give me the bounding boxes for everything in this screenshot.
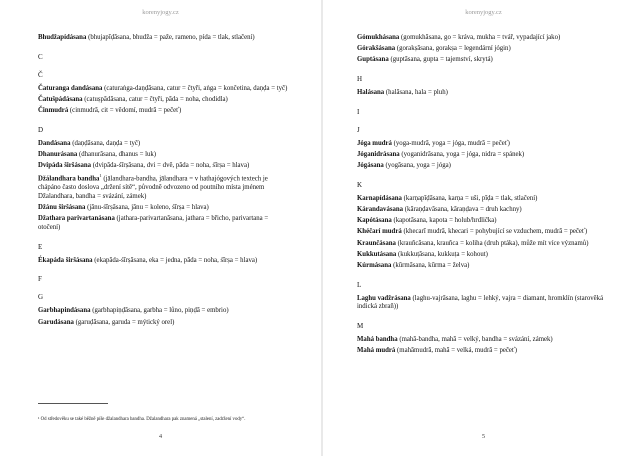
glossary-entry	[357, 336, 618, 345]
entry-description: (yogāsana, yoga = jóga)	[385, 162, 451, 170]
entry-description: (kāraṇḍavāsana, kāraṇḍava = druh kachny)	[404, 206, 522, 213]
glossary-entry	[357, 89, 618, 98]
entry-description: (dvipāda-śīrṣāsana, dvi = dvě, pāda = noha, śīrṣa = hlava)	[92, 162, 250, 170]
entry-term: Dandásana	[38, 139, 71, 147]
entry-term: Górakšásana	[357, 45, 396, 53]
entry-description: (kūrmāsana, kūrma = želva)	[393, 261, 470, 269]
glossary-entry	[357, 162, 618, 171]
entry-term: Dhanurásana	[38, 150, 78, 158]
entry-description: (jānu-śīrṣāsana, jānu = koleno, śīrṣa = hlava)	[87, 204, 209, 212]
entry-term: Halásana	[357, 89, 385, 97]
glossary-entry	[38, 96, 291, 105]
entry-description: (garbhapiṇḍāsana, garbha = lůno, piṇḍā = embrio)	[92, 307, 229, 315]
entry-description: (daṇḍāsana, daṇḍa = tyč)	[72, 139, 141, 147]
glossary-entry	[38, 107, 291, 116]
entry-term: Laghu vadžrásana	[357, 294, 411, 302]
section-letter: D	[38, 125, 44, 134]
entry-term: Džánu širšásana	[38, 204, 86, 212]
entry-term: Ékapáda širšásana	[38, 256, 93, 264]
glossary-entry	[357, 240, 618, 249]
entry-term: Dvipáda širšásana	[38, 162, 92, 170]
right-page	[323, 0, 644, 456]
entry-term: Džathara parivartanásana	[38, 215, 115, 223]
entry-description: (kukkuṭāsana, kukkuṭa = kohout)	[398, 250, 488, 258]
glossary-entry	[38, 215, 291, 232]
entry-description: (jālandhara-bandha, jālandhara = v hathajógových textech je chápáno často doslova „držení sítě“, původně odvozeno od poutního místa jménem Džalandhara, bandha = svázání, zámek)	[38, 175, 268, 200]
entry-term: Bhudžapídásana	[38, 34, 87, 41]
glossary-entry	[357, 140, 618, 149]
glossary-entry	[38, 173, 291, 201]
entry-description: (yoganidrāsana, yoga = jóga, nidra = spánek)	[401, 150, 525, 158]
entry-description: (karṇapīḍāsana, karṇa = uši, pīḍa = tlak, stlačení)	[403, 194, 538, 202]
entry-term: Kúrmásana	[357, 261, 392, 269]
entry-description: (gomukhāsana, go = kráva, mukha = tvář, vypadající jako)	[401, 34, 561, 41]
glossary-entry	[357, 347, 618, 356]
entry-term: Mahá bandha	[357, 336, 398, 343]
entry-term: Karnapídásana	[357, 194, 402, 202]
glossary-entry	[357, 45, 618, 54]
running-head: korenyjogy.cz	[142, 9, 179, 16]
entry-term: Džálandhara bandha	[38, 175, 100, 183]
entry-description: (khecarī mudrā, khecari = pohybující se vzduchem, mudrā = pečeť)	[403, 228, 588, 236]
entry-description: (mahāmudrā, mahā = velká, mudrā = pečeť)	[397, 347, 518, 355]
entry-term: Čatušpádásana	[38, 95, 83, 103]
entry-term: Kraunčásana	[357, 239, 396, 247]
section-letter: F	[38, 275, 42, 284]
section-letter: J	[357, 125, 360, 134]
page-content	[357, 34, 618, 356]
section-letter: L	[357, 280, 362, 289]
entry-term: Čaturanga dandásana	[38, 84, 103, 92]
glossary-entry	[357, 262, 618, 271]
entry-description: (yoga-mudrā, yoga = jóga, mudrā = pečeť)	[393, 139, 510, 147]
glossary-entry	[38, 204, 291, 213]
entry-description: (mahā-bandha, mahā = velký, bandha = svázání, zámek)	[399, 336, 553, 343]
page-number: 4	[158, 433, 163, 440]
section-letter: M	[357, 322, 364, 330]
glossary-entry	[357, 151, 618, 160]
footnote-divider	[38, 403, 108, 404]
entry-description: (garuḍāsana, garuda = mýtický orel)	[75, 318, 175, 326]
entry-description: (caturaṅga-daṇḍāsana, catur = čtyři, aṅga = končetina, daṇḍa = tyč)	[104, 84, 288, 92]
entry-description: (ekapāda-śīrṣāsana, eka = jedna, pāda = noha, śīrṣa = hlava)	[94, 256, 258, 264]
section-letter: I	[357, 107, 360, 116]
footnote: ¹ Od středověku se také běžně píše džalandhara bandha. Džalandhara pak znamená „stalení, zadržení vody“.	[38, 416, 246, 422]
glossary-entry	[38, 140, 291, 149]
entry-term: Jóganidrásana	[357, 150, 400, 158]
glossary-entry	[357, 228, 618, 237]
glossary-entry	[357, 295, 618, 312]
section-letter: K	[357, 180, 363, 189]
glossary-entry	[357, 217, 618, 226]
entry-description: (catuṣpādāsana, catur = čtyři, pāda = noha, chodidla)	[84, 95, 228, 103]
entry-term: Garudásana	[38, 318, 74, 326]
entry-term: Kárandavásana	[357, 206, 404, 213]
glossary-entry	[38, 34, 291, 43]
entry-term: Kapótásana	[357, 217, 392, 225]
running-head: korenyjogy.cz	[465, 9, 502, 16]
glossary-entry	[357, 195, 618, 204]
glossary-entry	[38, 162, 291, 171]
glossary-entry	[357, 251, 618, 260]
glossary-entry	[357, 206, 618, 215]
entry-term: Kukkutásana	[357, 250, 397, 258]
entry-description: (laghu-vajrāsana, laghu = lehký, vajra = diamant, hromklín (starověká indická zbraň))	[357, 294, 604, 311]
entry-description: (dhanurāsana, dhanus = luk)	[79, 150, 157, 158]
entry-term: Guptásana	[357, 56, 389, 64]
section-letter: C	[38, 52, 43, 61]
entry-term: Činmudrá	[38, 107, 69, 115]
entry-description: (kapotāsana, kapota = holub/hrdlička)	[393, 217, 497, 225]
entry-term: Jóga mudrá	[357, 139, 392, 147]
left-page	[0, 0, 321, 456]
section-letter: Č	[38, 70, 43, 79]
entry-term: Mahá mudrá	[357, 347, 396, 355]
glossary-entry	[38, 319, 291, 328]
entry-term: Khéčarí mudrá	[357, 228, 402, 236]
entry-description: (jathara-parivartanāsana, jathara = břicho, parivartana = otočení)	[38, 215, 269, 232]
page-content	[38, 34, 291, 327]
glossary-entry	[38, 85, 291, 94]
section-letter: H	[357, 75, 363, 84]
entry-description: (halāsana, hala = pluh)	[385, 89, 448, 97]
section-letter: E	[38, 242, 43, 251]
glossary-entry	[38, 151, 291, 160]
glossary-entry	[38, 307, 291, 316]
page-number: 5	[481, 433, 486, 440]
entry-term: Gómukhásana	[357, 34, 400, 41]
footnote-marker: 1	[99, 173, 102, 179]
entry-term: Jógásana	[357, 162, 384, 170]
entry-description: (cinmudrā, cit = vědomí, mudrā = pečeť)	[69, 107, 182, 115]
entry-description: (bhujapīḍāsana, bhudža = paže, rameno, pída = tlak, stlačení)	[88, 34, 255, 41]
entry-term: Garbhapindásana	[38, 307, 91, 315]
entry-description: (krauñcāsana, krauñca = koliha (druh ptáka), může mít více významů)	[397, 239, 589, 247]
entry-description: (guptāsana, gupta = tajemství, skrytá)	[390, 56, 493, 64]
section-letter: G	[38, 293, 44, 302]
entry-description: (gorakṣāsana, gorakṣa = legendární jógin)	[396, 45, 511, 53]
glossary-entry	[357, 56, 618, 65]
glossary-entry	[38, 257, 291, 266]
glossary-entry	[357, 34, 618, 43]
